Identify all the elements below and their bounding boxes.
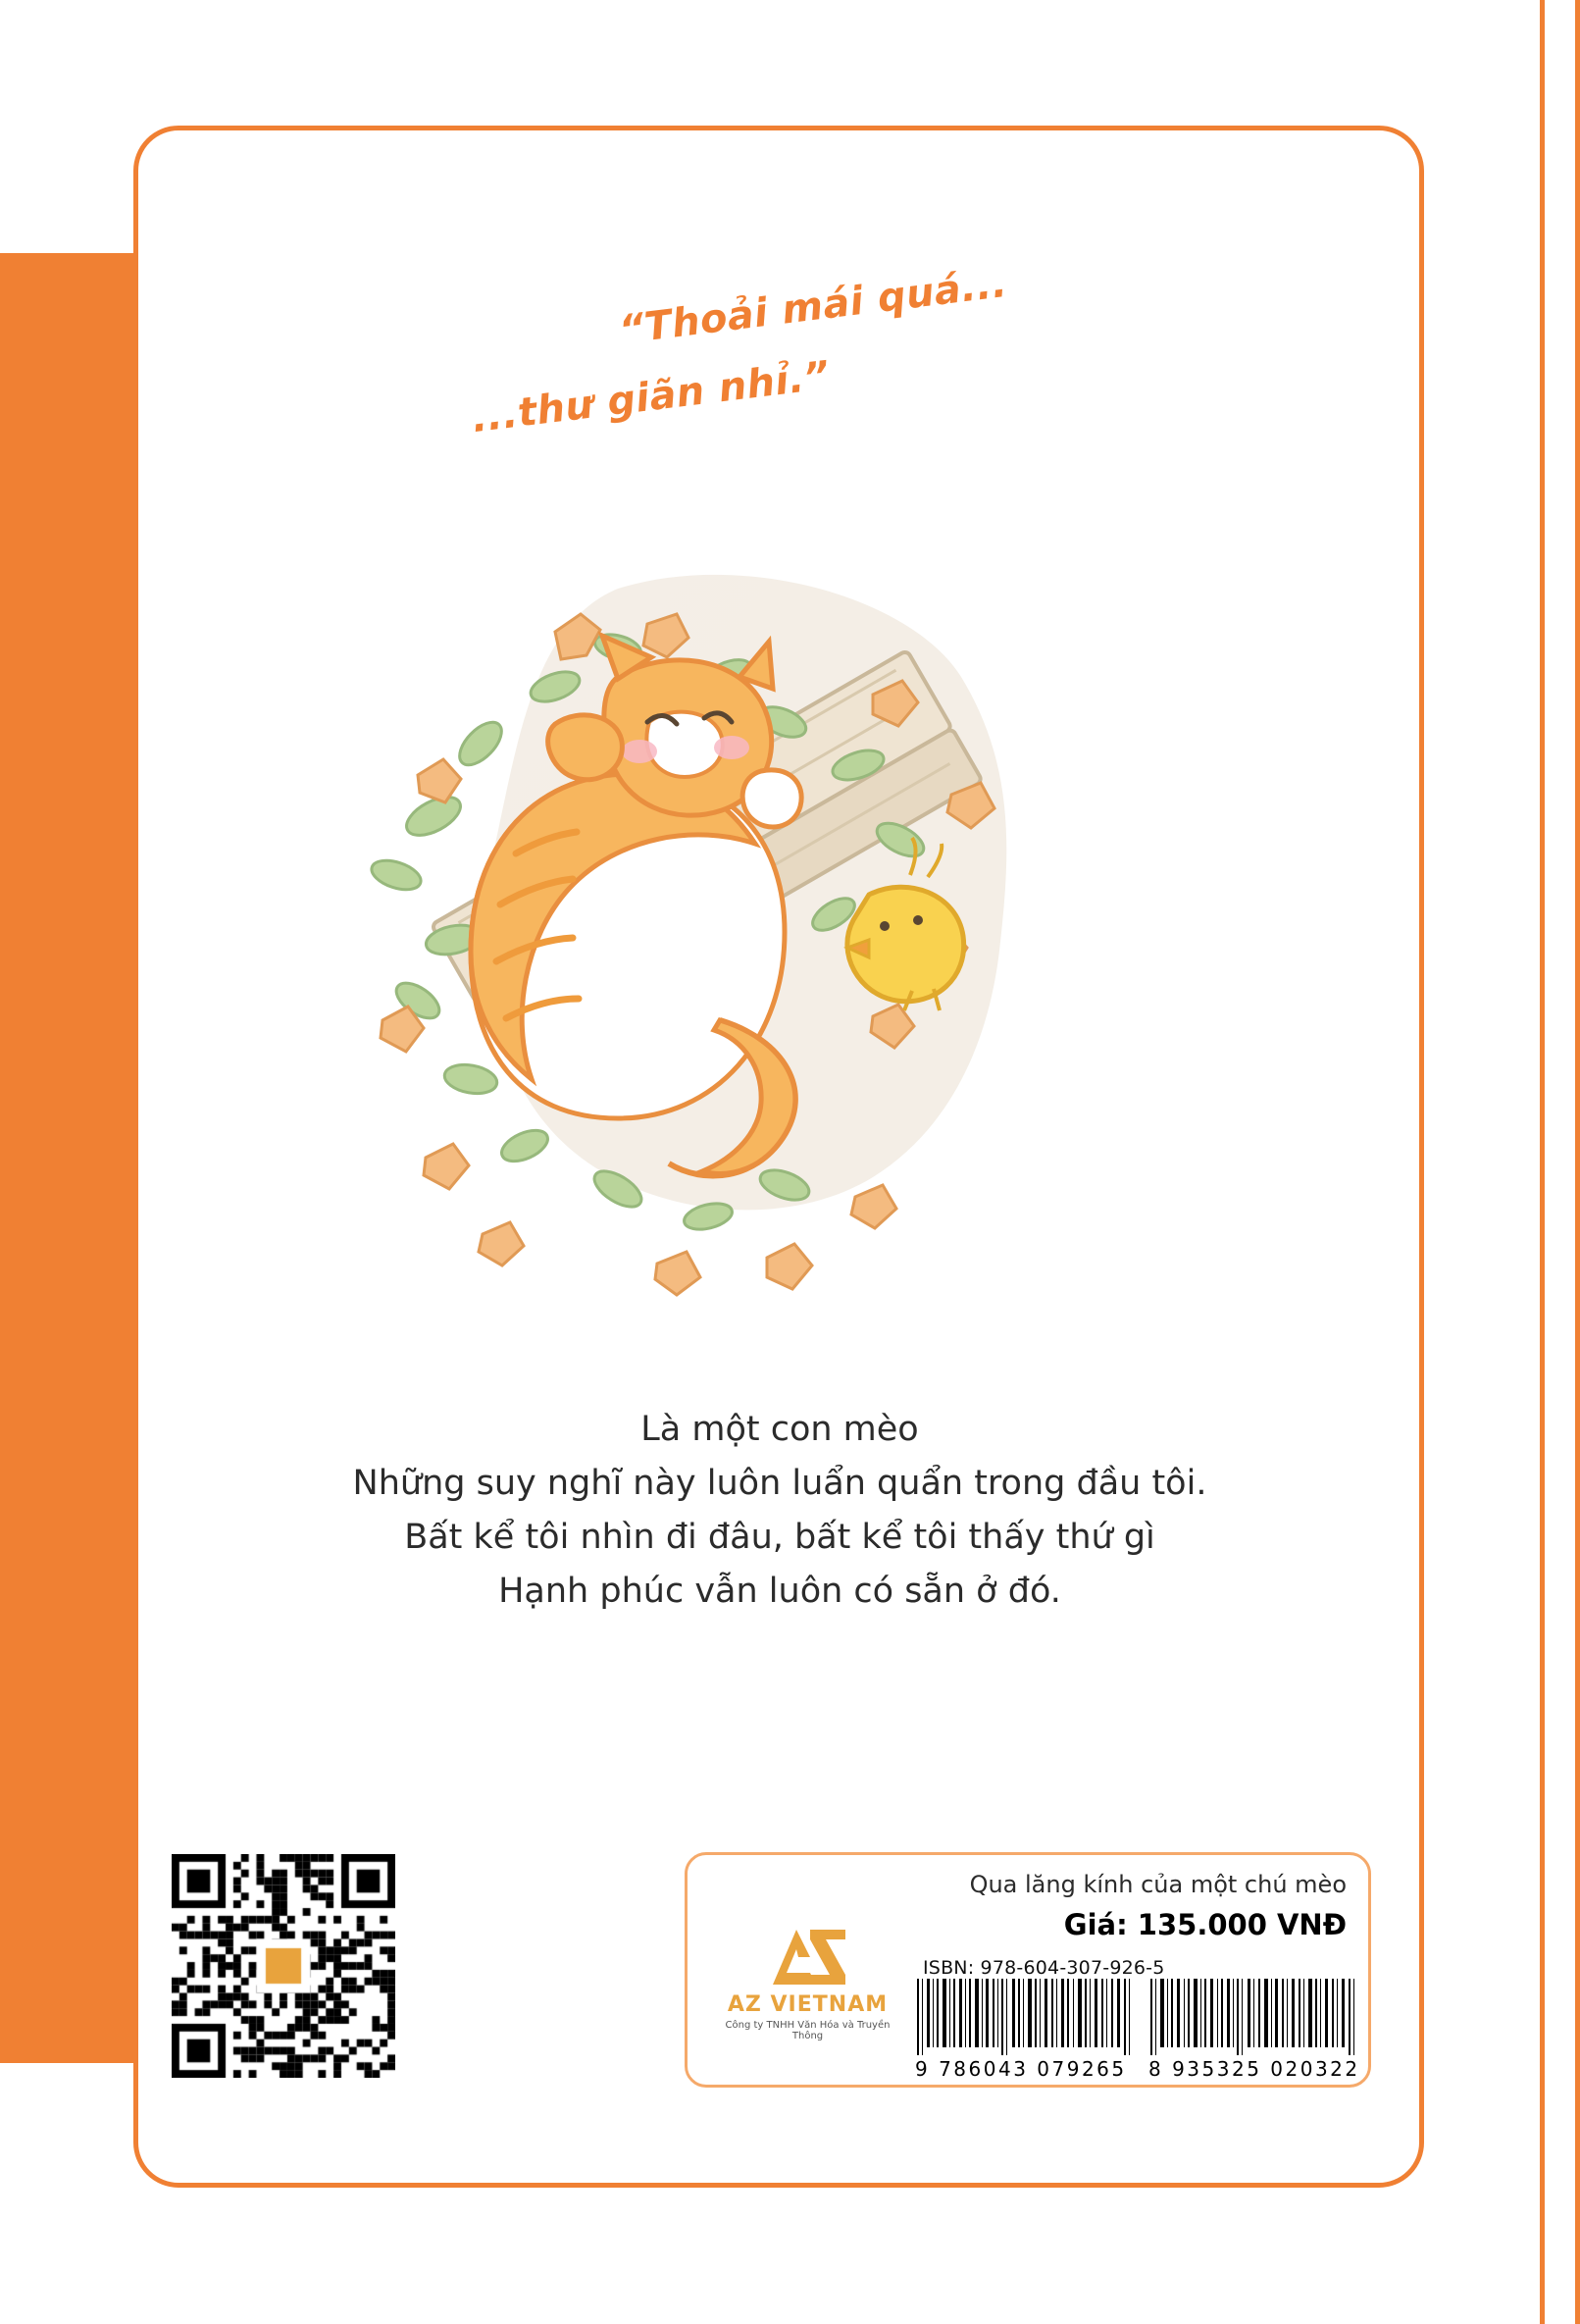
blurb-line-4: Hạnh phúc vẫn luôn có sẵn ở đó. [498,1572,1061,1611]
blurb-line-2: Những suy nghĩ này luôn luẩn quẩn trong đầu tôi. [352,1464,1207,1503]
barcode-isbn-digits: 9 786043 079265 [915,2057,1127,2081]
book-subtitle: Qua lăng kính của một chú mèo [969,1871,1347,1898]
barcode-isbn [915,1979,1136,2081]
qr-code[interactable] [172,1854,395,2078]
page-edge-rule-inner [1540,0,1545,2324]
quote-line-2: ...thư giãn nhỉ.” [469,352,833,442]
publisher-logo [717,1924,898,2041]
price-barcode-box [685,1852,1371,2088]
blurb-text [196,1403,1363,1619]
quote-line-1: “Thoải mái quá... [616,260,1010,354]
barcode-ean-digits: 8 935325 020322 [1148,2057,1360,2081]
blurb-line-1: Là một con mèo [640,1410,919,1449]
barcode-ean [1148,1979,1360,2081]
page-edge-rule-outer [1575,0,1580,2324]
publisher-tagline: Công ty TNHH Văn Hóa và Truyền Thông [725,2020,891,2041]
price-label: Giá: 135.000 VNĐ [1063,1908,1347,1941]
blurb-line-3: Bất kể tôi nhìn đi đâu, bất kể tôi thấy thứ gì [404,1518,1155,1557]
isbn-label: ISBN: 978-604-307-926-5 [923,1957,1165,1979]
handwritten-quote [461,260,1069,500]
az-logo-icon [767,1924,849,1988]
cat-illustration [324,530,1138,1344]
publisher-name: AZ VIETNAM [727,1992,889,2017]
